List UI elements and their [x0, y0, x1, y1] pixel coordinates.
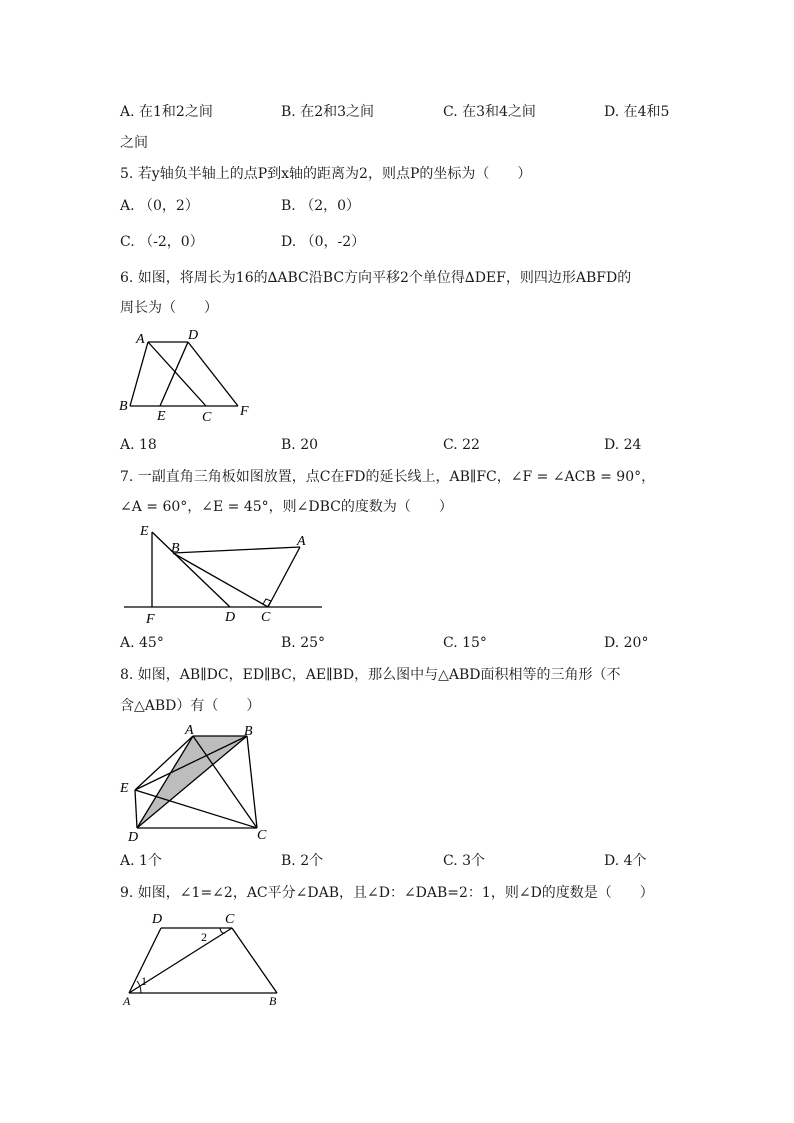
- q7-stem-line1: 7. 一副直角三角板如图放置，点C在FD的延长线上，AB∥FC，∠F = ∠ACB = 90°，: [120, 469, 656, 485]
- q6-label-b: B: [119, 399, 128, 414]
- q8-segment-bc: [247, 736, 257, 828]
- q6-stem-line2: 周长为（ ）: [120, 300, 218, 316]
- q8-stem-line1: 8. 如图，AB∥DC，ED∥BC，AE∥BD，那么图中与△ABD面积相等的三角形（不: [120, 667, 621, 683]
- q6-label-e: E: [157, 409, 166, 424]
- q6-option-d: D. 24: [604, 437, 642, 453]
- q7-segment-ed: [152, 532, 230, 607]
- q8-label-e: E: [120, 781, 129, 796]
- q8-option-c: C. 3个: [443, 853, 486, 869]
- q8-label-b: B: [244, 724, 253, 739]
- q7-option-c: C. 15°: [443, 635, 487, 651]
- q6-label-d: D: [188, 328, 199, 343]
- q4-option-d-continued: 之间: [120, 135, 148, 151]
- q6-stem-line1: 6. 如图，将周长为16的∆ABC沿BC方向平移2个单位得∆DEF，则四边形ABFD的: [120, 270, 632, 286]
- q6-segment-df: [188, 342, 238, 406]
- q7-label-b: B: [171, 541, 180, 556]
- q7-label-d: D: [225, 610, 236, 625]
- q7-segment-ac: [268, 547, 300, 607]
- q6-segment-ab: [130, 342, 148, 406]
- q6-label-a: A: [136, 332, 145, 347]
- q7-option-d: D. 20°: [604, 635, 649, 651]
- q5-stem: 5. 若y轴负半轴上的点P到x轴的距离为2，则点P的坐标为（ ）: [120, 166, 532, 182]
- q9-figure: [115, 906, 295, 1011]
- q9-label-d: D: [152, 912, 163, 927]
- q8-option-b: B. 2个: [281, 853, 324, 869]
- q7-option-b: B. 25°: [281, 635, 326, 651]
- q7-segment-bc: [173, 553, 268, 607]
- q7-label-f: F: [146, 612, 155, 627]
- q6-option-c: C. 22: [443, 437, 480, 453]
- q8-label-d: D: [128, 830, 139, 845]
- q7-figure: [115, 518, 330, 628]
- q7-label-c: C: [261, 610, 271, 625]
- q8-stem-line2: 含△ABD）有（ ）: [120, 698, 261, 714]
- q8-label-a: A: [185, 723, 194, 738]
- q6-segment-ac: [148, 342, 206, 406]
- q9-label-a: A: [123, 994, 131, 1008]
- q4-option-a: A. 在1和2之间: [120, 104, 213, 120]
- q8-label-c: C: [257, 828, 267, 843]
- q6-segment-de: [160, 342, 188, 406]
- q6-option-a: A. 18: [120, 437, 157, 453]
- q4-option-d: D. 在4和5: [604, 104, 670, 120]
- q4-option-c: C. 在3和4之间: [443, 104, 536, 120]
- q9-segment-cb: [232, 928, 277, 993]
- q8-option-a: A. 1个: [120, 853, 162, 869]
- q9-label-2: 2: [201, 930, 207, 944]
- q5-option-d: D. （0，-2）: [281, 234, 366, 250]
- q7-label-a: A: [297, 534, 306, 549]
- q5-option-c: C. （-2，0）: [120, 234, 204, 250]
- q8-option-d: D. 4个: [604, 853, 647, 869]
- q9-label-c: C: [225, 912, 235, 927]
- q8-segment-ed: [135, 790, 137, 828]
- q6-label-c: C: [202, 410, 212, 425]
- q7-segment-ba: [173, 547, 300, 553]
- q7-label-e: E: [140, 524, 149, 539]
- q7-option-a: A. 45°: [120, 635, 164, 651]
- q9-label-b: B: [269, 994, 277, 1008]
- q9-label-1: 1: [141, 974, 147, 988]
- q6-option-b: B. 20: [281, 437, 319, 453]
- q7-stem-line2: ∠A = 60°，∠E = 45°，则∠DBC的度数为（ ）: [120, 499, 453, 515]
- q6-figure: [110, 322, 270, 427]
- q4-option-b: B. 在2和3之间: [281, 104, 375, 120]
- q5-option-b: B. （2，0）: [281, 198, 361, 214]
- q8-figure: [115, 720, 275, 845]
- q9-stem: 9. 如图，∠1=∠2，AC平分∠DAB，且∠D：∠DAB=2：1，则∠D的度数是（ ）: [120, 885, 654, 901]
- q5-option-a: A. （0，2）: [120, 198, 199, 214]
- q6-label-f: F: [240, 404, 249, 419]
